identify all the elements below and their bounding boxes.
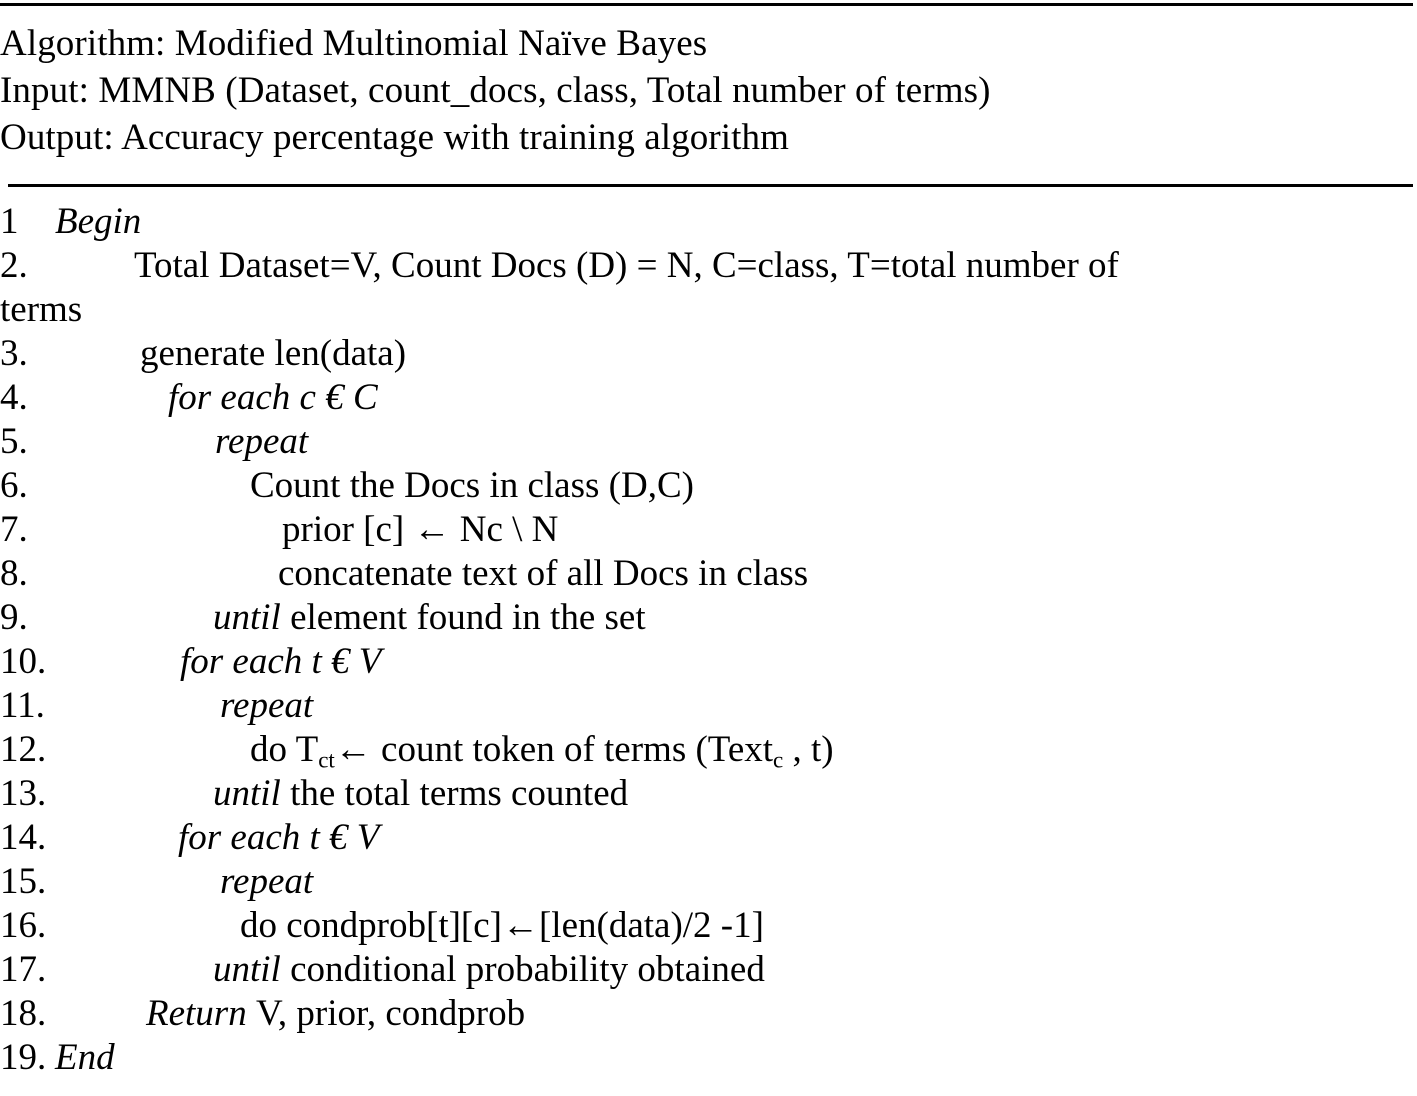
- algorithm-step-row: [0, 288, 1410, 332]
- step-number: 8.: [0, 553, 28, 594]
- step-text: [213, 948, 765, 992]
- algorithm-step-row: [0, 904, 1410, 948]
- step-text: [250, 464, 694, 508]
- step-text: [134, 244, 1119, 288]
- algorithm-step-row: [0, 728, 1410, 772]
- step-number: 3.: [0, 333, 28, 374]
- algorithm-step-row: [0, 772, 1410, 816]
- algorithm-input-line: Input: MMNB (Dataset, count_docs, class, Total number of terms): [0, 70, 991, 111]
- step-number: 7.: [0, 509, 28, 550]
- step-text-segment: until: [213, 597, 291, 638]
- algorithm-step-row: [0, 376, 1410, 420]
- step-text: [220, 860, 313, 904]
- step-number: 14.: [0, 817, 47, 858]
- step-text: [213, 596, 646, 640]
- step-number: 19.: [0, 1037, 47, 1078]
- step-number: 1: [0, 201, 19, 242]
- step-number: 5.: [0, 421, 28, 462]
- step-text-segment: terms: [0, 289, 83, 330]
- algorithm-step-row: [0, 684, 1410, 728]
- step-text-segment: element found in the set: [290, 597, 646, 638]
- step-text-segment: the total terms counted: [290, 773, 629, 814]
- step-number: 12.: [0, 729, 47, 770]
- step-text: [240, 904, 764, 948]
- step-number: 9.: [0, 597, 28, 638]
- step-text-segment: Return: [146, 993, 256, 1034]
- step-text-segment: , t): [783, 729, 834, 770]
- algorithm-step-row: [0, 420, 1410, 464]
- step-text-subscript: ct: [318, 747, 335, 773]
- step-text-segment: until: [213, 773, 291, 814]
- algorithm-step-row: [0, 596, 1410, 640]
- step-text-segment: V, prior, condprob: [255, 993, 526, 1034]
- step-number: 17.: [0, 949, 47, 990]
- step-text: [282, 508, 558, 552]
- step-text-segment: for each t € V: [178, 817, 380, 858]
- algorithm-header-block: [0, 20, 1400, 161]
- step-text-segment: repeat: [220, 861, 314, 902]
- algorithm-step-row: [0, 640, 1410, 684]
- step-text-segment: for each t € V: [180, 641, 382, 682]
- step-text-segment: Count the Docs in class (D,C): [250, 465, 694, 506]
- step-text-segment: repeat: [215, 421, 309, 462]
- step-text-segment: do condprob[t][c]←[len(data)/2 -1]: [240, 905, 764, 946]
- algorithm-step-row: [0, 860, 1410, 904]
- algorithm-step-row: [0, 948, 1410, 992]
- step-text: [215, 420, 308, 464]
- algorithm-step-row: [0, 992, 1410, 1036]
- step-text-segment: repeat: [220, 685, 314, 726]
- step-number: 2.: [0, 245, 28, 286]
- step-text-segment: Begin: [55, 201, 142, 242]
- algorithm-title-line: Algorithm: Modified Multinomial Naïve Bayes: [0, 23, 708, 64]
- step-text-segment: for each c € C: [168, 377, 378, 418]
- step-text: [213, 772, 628, 816]
- step-text-segment: Total Dataset=V, Count Docs (D) = N, C=class, T=total number of: [134, 245, 1119, 286]
- step-text-segment: concatenate text of all Docs in class: [278, 553, 809, 594]
- step-text: [55, 1036, 115, 1080]
- algorithm-step-row: [0, 816, 1410, 860]
- step-text: [140, 332, 406, 376]
- step-text-segment: ← count token of terms (Text: [334, 729, 774, 770]
- step-number: 16.: [0, 905, 47, 946]
- header-body-rule-divider: [8, 184, 1413, 187]
- step-number: 4.: [0, 377, 28, 418]
- top-rule-divider: [0, 3, 1413, 6]
- algorithm-output-line: Output: Accuracy percentage with training algorithm: [0, 117, 790, 158]
- step-text: [178, 816, 379, 860]
- step-text: [278, 552, 808, 596]
- step-text: [55, 200, 141, 244]
- step-text-segment: End: [55, 1037, 115, 1078]
- algorithm-step-row: [0, 200, 1410, 244]
- step-text: [0, 288, 82, 332]
- step-text-subscript: c: [773, 747, 784, 773]
- step-text: [180, 640, 381, 684]
- step-number: 6.: [0, 465, 28, 506]
- step-number: 18.: [0, 993, 47, 1034]
- step-text: [168, 376, 378, 420]
- algorithm-step-row: [0, 332, 1410, 376]
- step-text: [220, 684, 313, 728]
- step-number: 11.: [0, 685, 45, 726]
- algorithm-steps-list: [0, 200, 1410, 1080]
- step-number: 13.: [0, 773, 47, 814]
- step-number: 15.: [0, 861, 47, 902]
- step-text: [146, 992, 525, 1036]
- step-text-segment: generate len(data): [140, 333, 407, 374]
- step-text-segment: until: [213, 949, 291, 990]
- algorithm-step-row: [0, 244, 1410, 288]
- step-text-segment: do T: [250, 729, 319, 770]
- step-text-segment: prior [c] ← Nc \ N: [282, 509, 559, 550]
- algorithm-step-row: [0, 1036, 1410, 1080]
- step-number: 10.: [0, 641, 47, 682]
- algorithm-step-row: [0, 464, 1410, 508]
- step-text-segment: conditional probability obtained: [290, 949, 765, 990]
- algorithm-step-row: [0, 552, 1410, 596]
- algorithm-step-row: [0, 508, 1410, 552]
